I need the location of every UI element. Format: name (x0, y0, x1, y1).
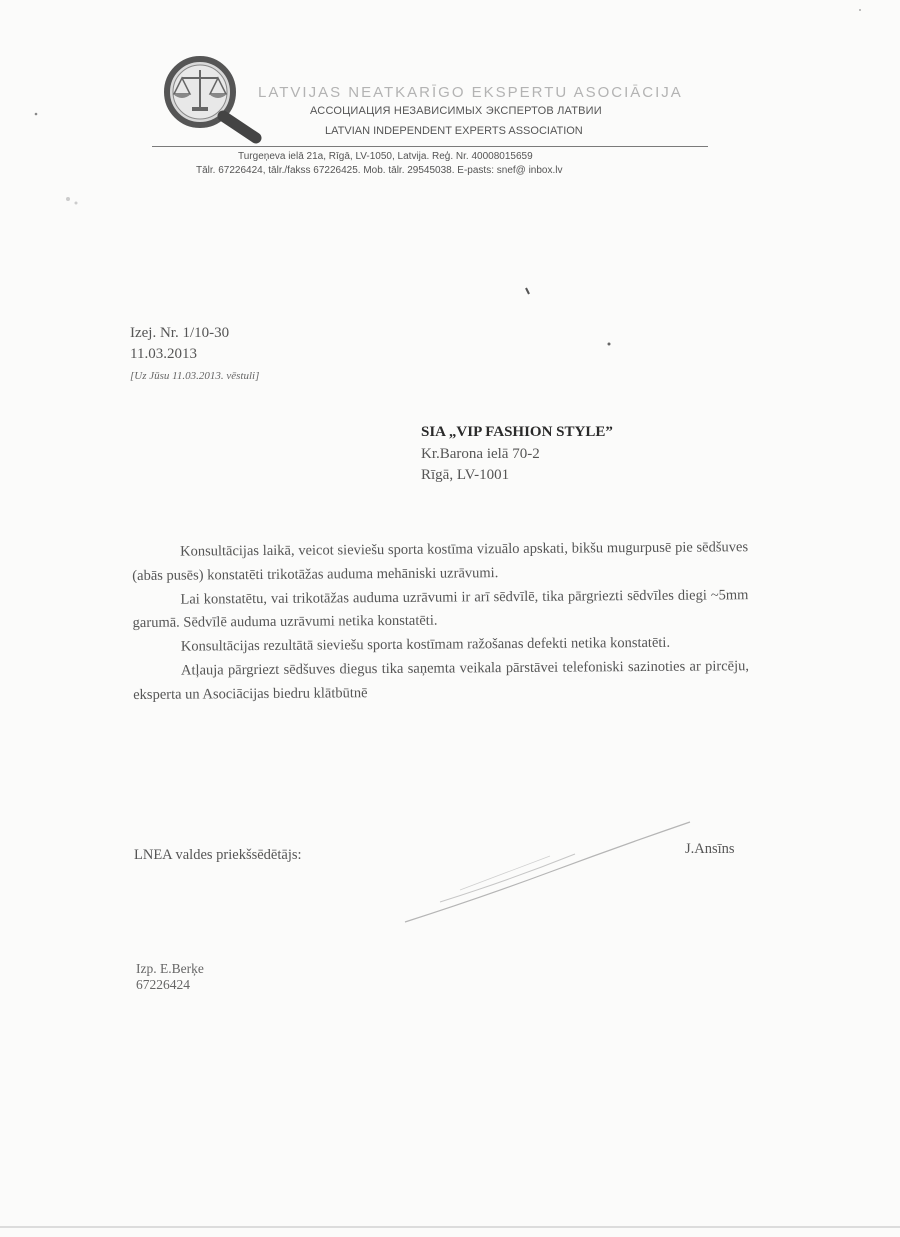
body-paragraph: Lai konstatētu, vai trikotāžas auduma uzrāvumi ir arī sēdvīlē, tika pārgriezti sēdvīles diegi ~5mm garumā. Sēdvīlē auduma uzrāvumi netika konstatēti. (132, 586, 749, 632)
letter-body (132, 536, 749, 707)
reply-reference: [Uz Jūsu 11.03.2013. vēstuli] (130, 370, 260, 382)
letterhead-divider (152, 146, 708, 147)
magnifier-scales-icon (160, 52, 270, 144)
contact-address-line: Turgeņeva ielā 21a, Rīgā, LV-1050, Latvija. Reģ. Nr. 40008015659 (238, 151, 533, 162)
addressee-city: Rīgā, LV-1001 (421, 467, 510, 483)
org-name-english: LATVIAN INDEPENDENT EXPERTS ASSOCIATION (325, 125, 583, 137)
addressee-street: Kr.Barona ielā 70-2 (421, 446, 540, 462)
page-edge (0, 1226, 900, 1228)
org-name-latvian: LATVIJAS NEATKARĪGO EKSPERTU ASOCIĀCIJA (258, 84, 683, 101)
outgoing-number: Izej. Nr. 1/10-30 (130, 325, 230, 341)
preparer-phone: 67226424 (136, 977, 190, 992)
body-paragraph: Konsultācijas laikā, veicot sieviešu sporta kostīma vizuālo apskati, bikšu mugurpusē pie sēdšuves (abās pusēs) konstatēti trikotāžas auduma mehāniski uzrāvumi. (132, 539, 749, 584)
handwritten-signature (400, 810, 700, 930)
contact-phone-line: Tālr. 67226424, tālr./fakss 67226425. Mob. tālr. 29545038. E-pasts: snef@ inbox.lv (196, 165, 563, 176)
prepared-by: Izp. E.Berķe (136, 961, 204, 976)
addressee-name: SIA „VIP FASHION STYLE” (421, 424, 613, 440)
signatory-name: J.Ansīns (685, 841, 735, 857)
body-paragraph: Konsultācijas rezultātā sieviešu sporta kostīmam ražošanas defekti netika konstatēti. (180, 634, 671, 655)
body-paragraph: Atļauja pārgriezt sēdšuves diegus tika saņemta veikala pārstāvei telefoniski sazinoties ar pircēju, eksperta un Asociācijas biedru klātbūtnē (133, 658, 750, 703)
letter-date: 11.03.2013 (130, 346, 197, 362)
signature-label: LNEA valdes priekšsēdētājs: (134, 847, 302, 863)
org-name-russian: АССОЦИАЦИЯ НЕЗАВИСИМЫХ ЭКСПЕРТОВ ЛАТВИИ (310, 105, 602, 117)
